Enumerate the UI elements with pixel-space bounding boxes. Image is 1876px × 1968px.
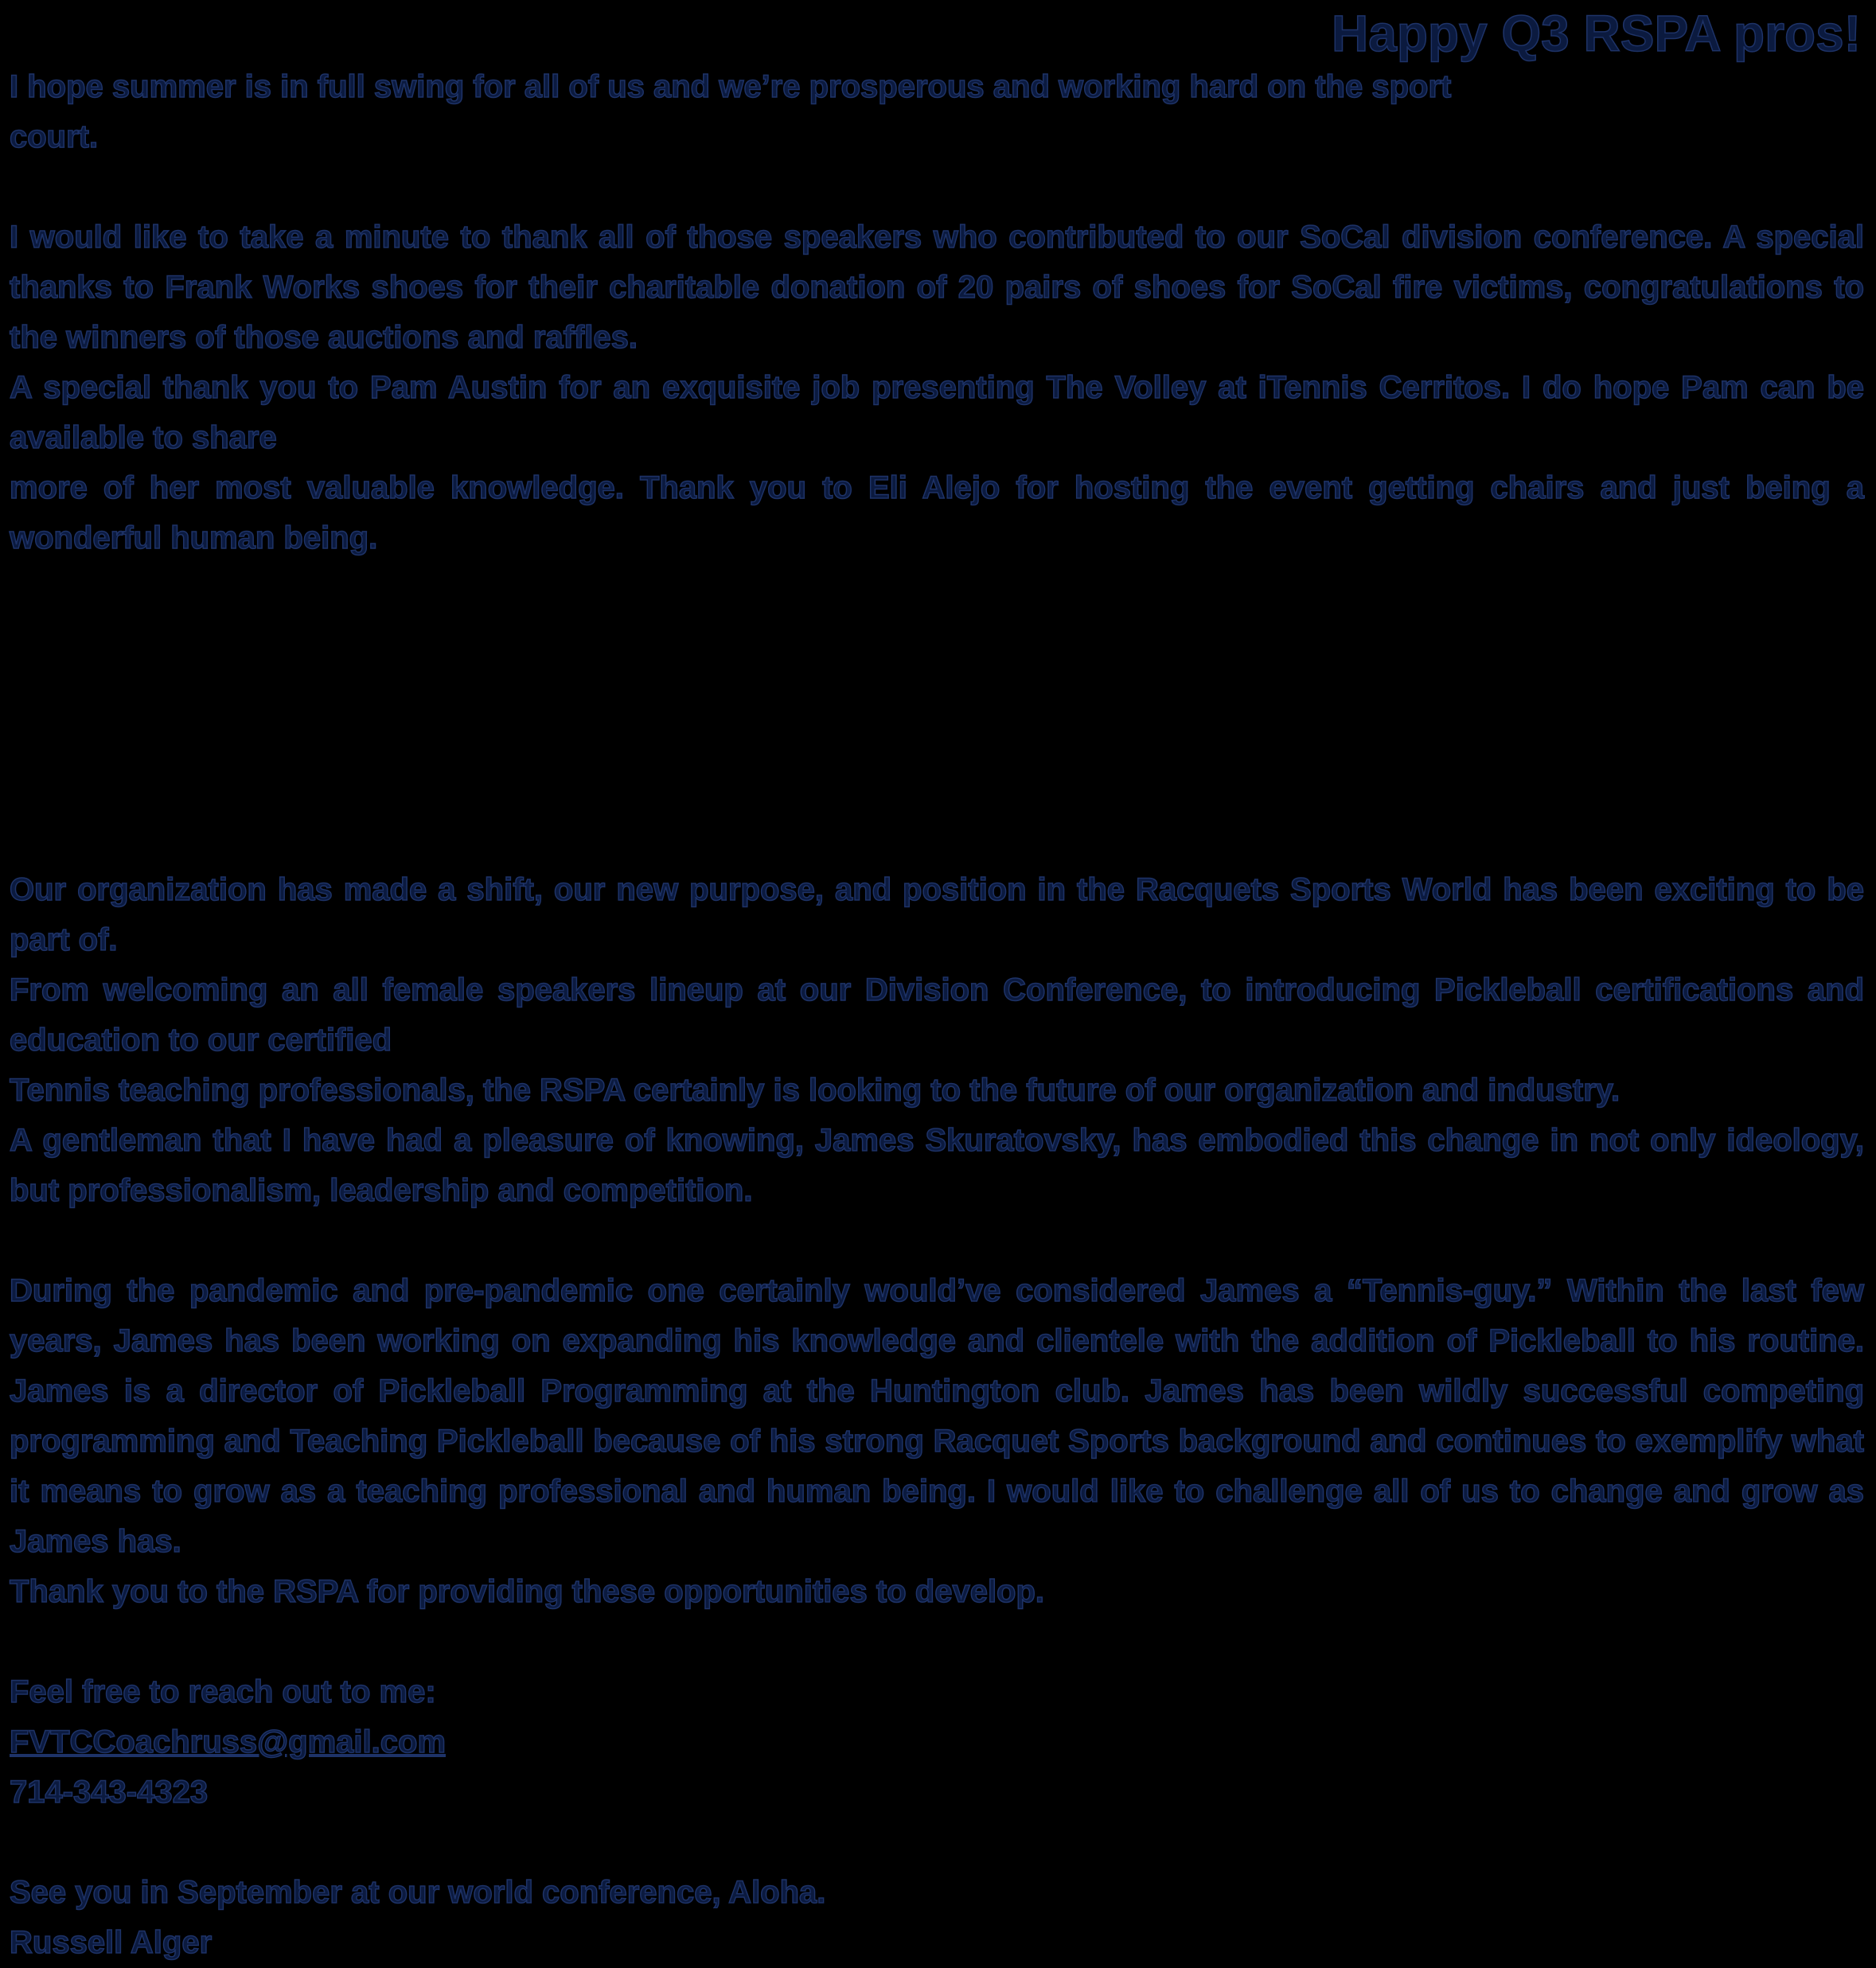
intro-paragraph — [10, 62, 1864, 162]
intro-line: court. — [10, 119, 99, 154]
organization-paragraph: Our organization has made a shift, our new purpose, and position in the Racquets Sports World has been exciting to be part of. — [10, 872, 1864, 957]
organization-paragraph: A gentleman that I have had a pleasure of knowing, James Skuratovsky, has embodied this change in not only ideology, but professionalism, leadership and competition. — [10, 1123, 1864, 1208]
intro-line: I hope summer is in full swing for all of us and we’re prosperous and working hard on the sport — [10, 69, 1452, 104]
pam-paragraph-continued: more of her most valuable knowledge. Thank you to Eli Alejo for hosting the event getting chairs and just being a wonderful human being. — [10, 470, 1864, 555]
thanks-paragraph: I would like to take a minute to thank all of those speakers who contributed to our SoCal division conference. A special thanks to Frank Works shoes for their charitable donation of 20 pairs of shoes for SoCal fire victims, congratulations to the winners of those auctions and raffles. — [10, 220, 1864, 355]
paragraph-spacer — [10, 1617, 1864, 1667]
pam-paragraph: A special thank you to Pam Austin for an exquisite job presenting The Volley at iTennis Cerritos. I do hope Pam can be available to share — [10, 370, 1864, 455]
organization-paragraph: From welcoming an all female speakers lineup at our Division Conference, to introducing Pickleball certifications and education to our certified — [10, 972, 1864, 1058]
rspa-thanks-line: Thank you to the RSPA for providing these opportunities to develop. — [10, 1574, 1045, 1609]
paragraph-spacer — [10, 162, 1864, 212]
email-link[interactable]: FVTCCoachruss@gmail.com — [10, 1724, 447, 1760]
newsletter-letter — [10, 5, 1864, 1968]
organization-paragraph: Tennis teaching professionals, the RSPA certainly is looking to the future of our organization and industry. — [10, 1073, 1621, 1108]
contact-email-line — [10, 1717, 1864, 1767]
paragraph-spacer — [10, 1818, 1864, 1868]
signature: Russell Alger — [10, 1925, 213, 1960]
paragraph-spacer — [10, 1216, 1864, 1266]
greeting-heading: Happy Q3 RSPA pros! — [1332, 5, 1861, 62]
closing-line: See you in September at our world conference, Aloha. — [10, 1875, 826, 1910]
blank-image-area — [10, 563, 1864, 865]
contact-prompt: Feel free to reach out to me: — [10, 1674, 436, 1709]
contact-phone: 714-343-4323 — [10, 1775, 209, 1810]
james-paragraph: During the pandemic and pre-pandemic one certainly would’ve considered James a “Tennis-guy.” Within the last few years, James has been working on expanding his knowledge and clientele with the addition of Pickleball to his routine. James is a director of Pickleball Programming at the Huntington club. James has been wildly successful competing programming and Teaching Pickleball because of his strong Racquet Sports background and continues to exemplify what it means to grow as a teaching professional and human being. I would like to challenge all of us to change and grow as James has. — [10, 1273, 1864, 1559]
